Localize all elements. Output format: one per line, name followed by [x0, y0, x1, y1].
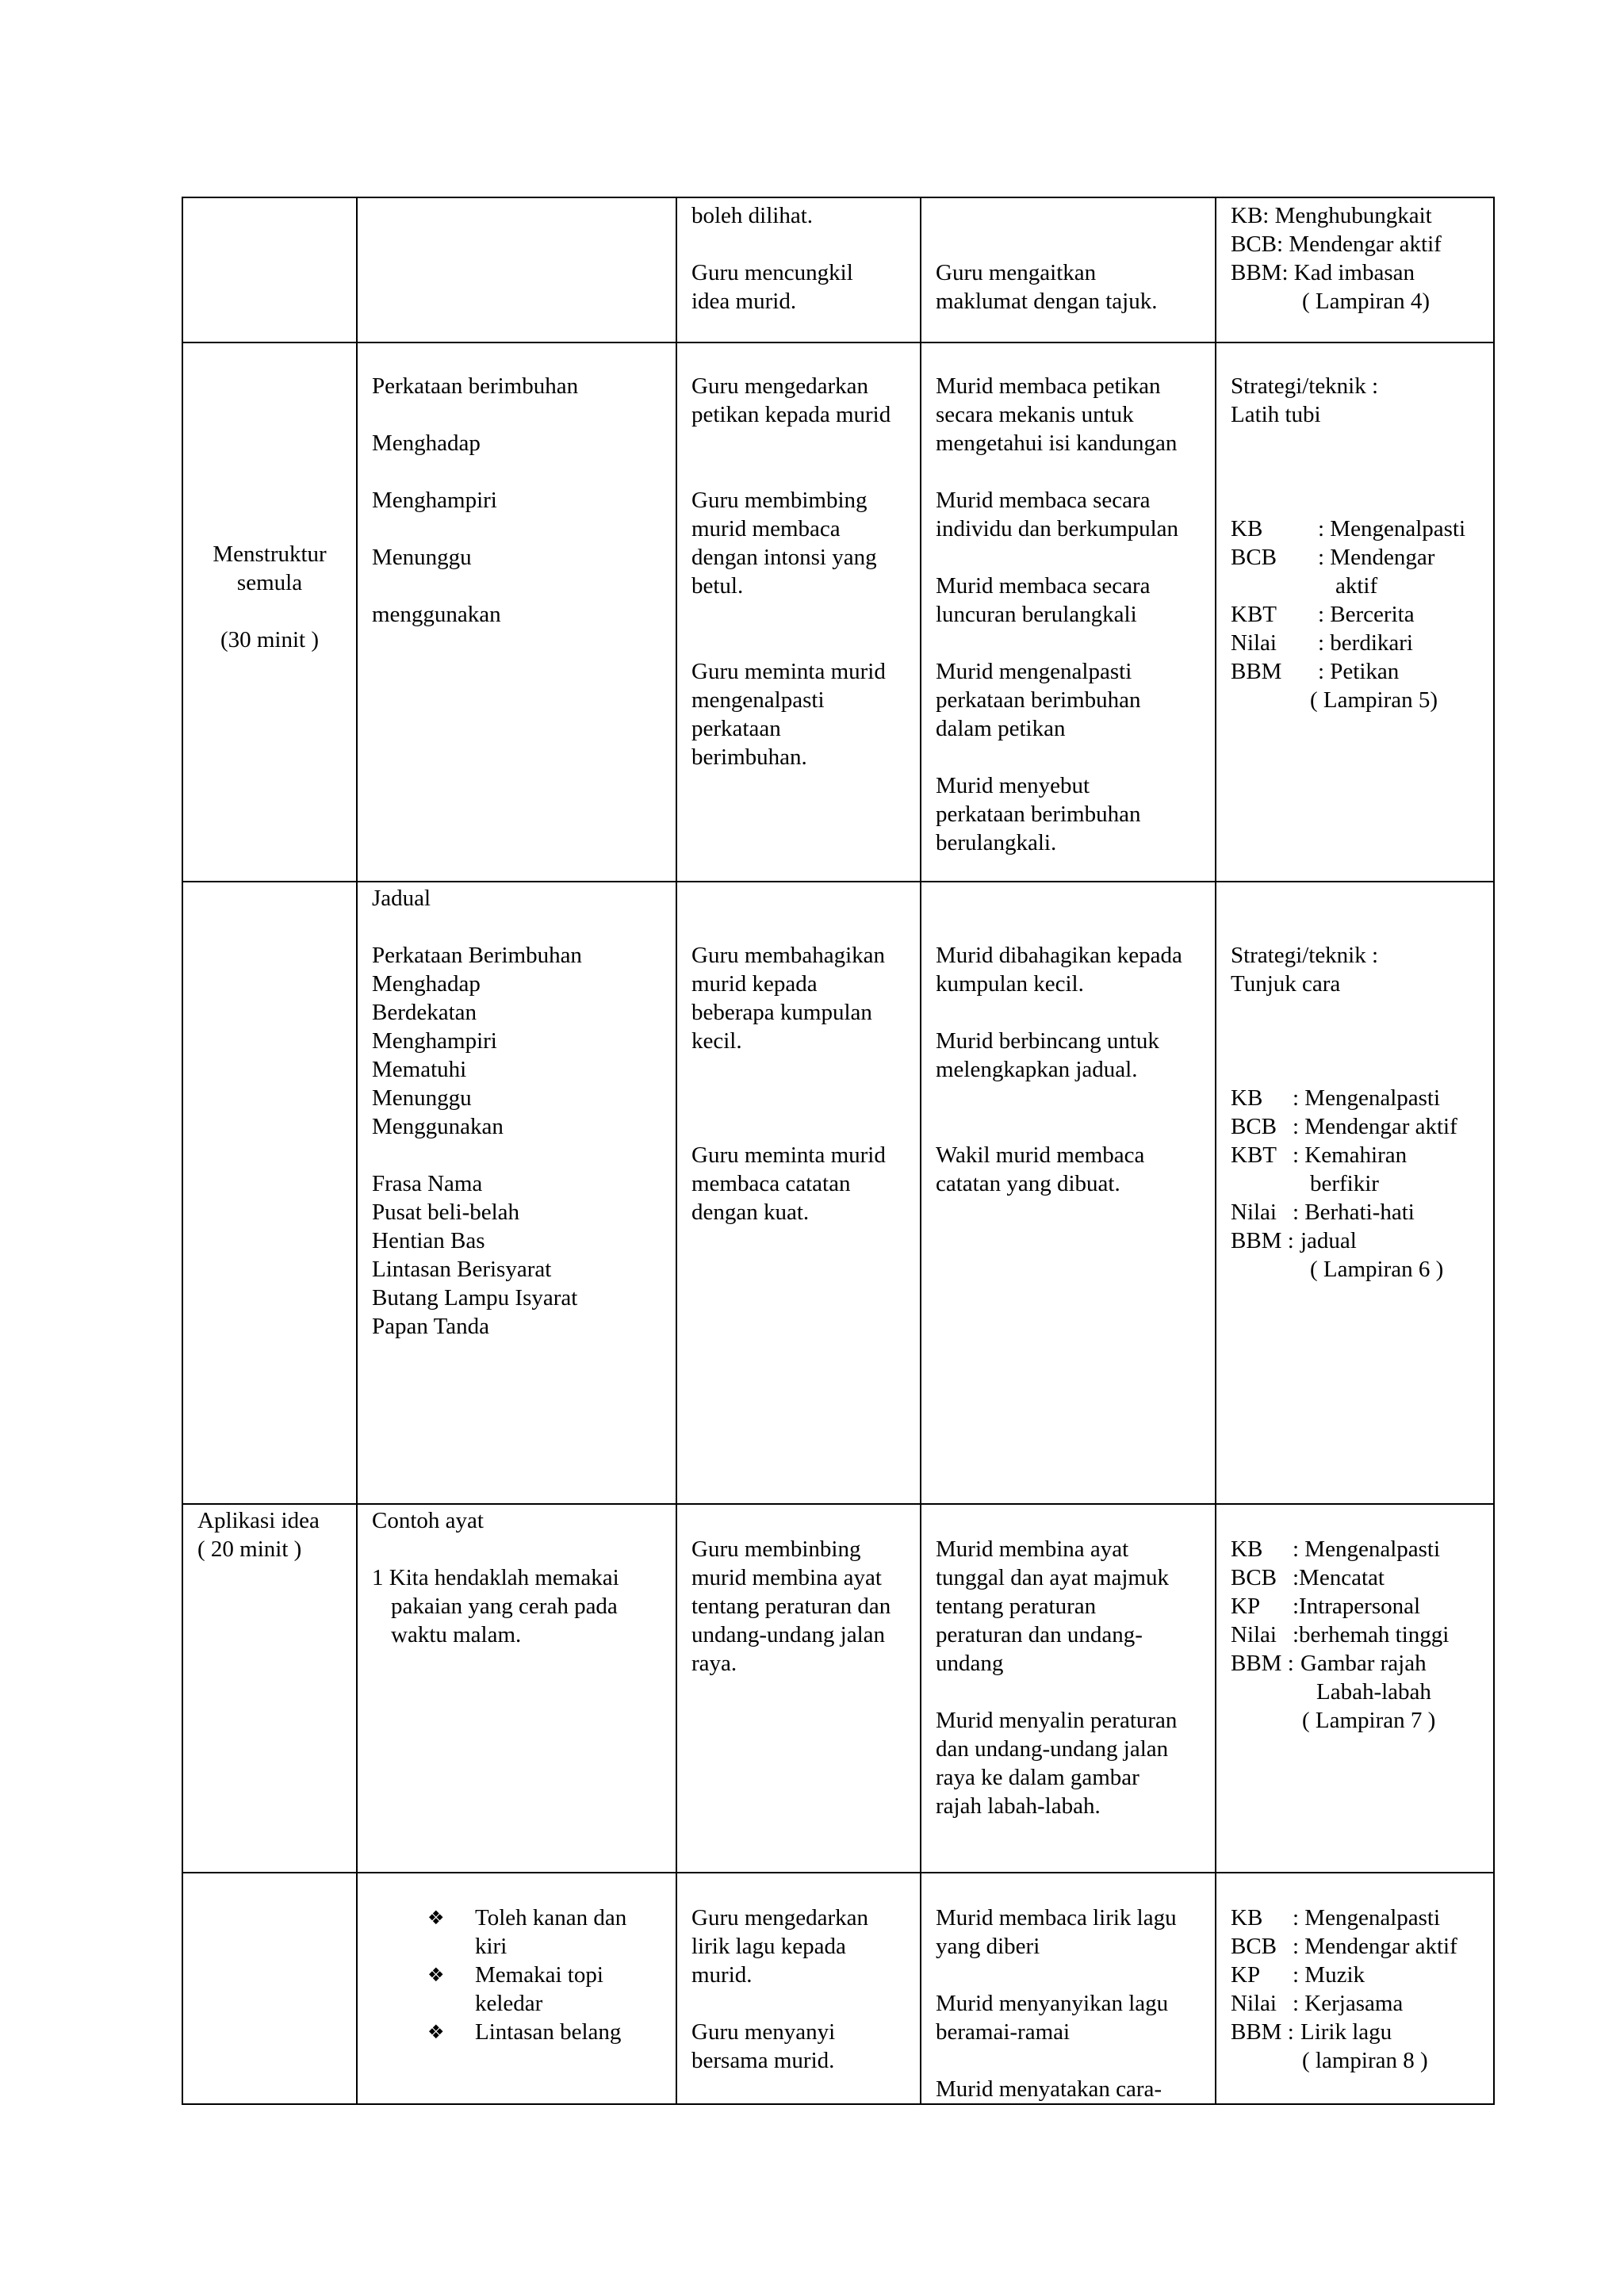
bullet-list [372, 1904, 661, 2046]
text-line [691, 457, 906, 486]
cell-step [182, 1873, 357, 2104]
table-row-continuation [182, 197, 1494, 342]
text-line: luncuran berulangkali [936, 602, 1137, 627]
list-heading: Frasa Nama [372, 1171, 483, 1196]
text-line: Menghampiri [372, 1028, 497, 1054]
cell-student-activity [921, 1504, 1216, 1873]
note-key: KB [1231, 1536, 1263, 1562]
notes-list [1231, 515, 1479, 686]
text-block [936, 201, 1201, 316]
text-block [372, 1198, 661, 1341]
content-word: Menunggu [372, 545, 472, 570]
text-line [936, 543, 1201, 572]
note-key: BBM : [1231, 1228, 1294, 1253]
note-value: : Mengenalpasti [1293, 1536, 1441, 1562]
text-line: Aplikasi idea [197, 1508, 320, 1533]
text-line: perkataan berimbuhan [936, 802, 1141, 827]
note-key: BBM [1231, 659, 1282, 684]
text-line: Menunggu [372, 1085, 472, 1111]
text-line: Guru mengedarkan [691, 1905, 869, 1931]
text-line: petikan kepada murid [691, 402, 891, 427]
text-block [936, 941, 1201, 1198]
note-line: BBM: Kad imbasan [1231, 260, 1415, 285]
text-line: dengan kuat. [691, 1200, 810, 1225]
text-line: Murid mengenalpasti [936, 659, 1132, 684]
text-line [691, 600, 906, 629]
text-line: Murid membaca lirik lagu [936, 1905, 1177, 1931]
lampiran-ref: ( Lampiran 4) [1302, 289, 1431, 314]
note-value: : Mengenalpasti [1293, 1905, 1441, 1931]
lampiran-ref: ( lampiran 8 ) [1302, 2048, 1428, 2073]
cell-step [182, 882, 357, 1504]
text-line: murid kepada [691, 971, 818, 997]
cell-notes [1216, 1873, 1494, 2104]
text-block [197, 1506, 342, 1563]
text-line: Menggunakan [372, 1114, 504, 1139]
note-value: : Mengenalpasti [1318, 516, 1466, 541]
text-line: betul. [691, 573, 744, 599]
text-line: Guru membinbing [691, 1536, 861, 1562]
cell-student-activity [921, 1873, 1216, 2104]
content-word: menggunakan [372, 602, 501, 627]
text-line [936, 457, 1201, 486]
text-line: membaca catatan [691, 1171, 851, 1196]
text-line: Hentian Bas [372, 1228, 485, 1253]
text-line [691, 1989, 906, 2018]
note-key: BBM : [1231, 2019, 1294, 2045]
text-line: Menstruktur [213, 541, 327, 567]
note-value: : Petikan [1318, 659, 1400, 684]
cell-notes [1216, 882, 1494, 1504]
text-line: Papan Tanda [372, 1314, 490, 1339]
note-key: KP [1231, 1962, 1261, 1988]
cell-content [357, 1504, 676, 1873]
note-key: KB [1231, 1085, 1263, 1111]
note-key: KBT [1231, 602, 1277, 627]
cell-teacher-activity [676, 1873, 921, 2104]
text-line: Mematuhi [372, 1057, 467, 1082]
text-line: murid membaca [691, 516, 841, 541]
note-value: :Intrapersonal [1293, 1594, 1421, 1619]
note-value: Labah-labah [1316, 1679, 1431, 1705]
cell-step [182, 197, 357, 342]
note-key: Nilai [1231, 1991, 1277, 2016]
text-line [936, 743, 1201, 771]
note-value: berfikir [1310, 1171, 1379, 1196]
lampiran-ref: ( Lampiran 6 ) [1310, 1257, 1444, 1282]
text-line: boleh dilihat. [691, 203, 814, 228]
list-item: ❖ Memakai topi keledar [427, 1962, 603, 2016]
text-line: lirik lagu kepada [691, 1934, 846, 1959]
note-key: KB [1231, 516, 1263, 541]
text-line [936, 998, 1201, 1027]
text-line: Lintasan Berisyarat [372, 1257, 552, 1282]
text-line: catatan yang dibuat. [936, 1171, 1120, 1196]
cell-student-activity [921, 882, 1216, 1504]
content-heading: Jadual [372, 886, 431, 911]
text-line: dalam petikan [936, 716, 1066, 741]
text-line: melengkapkan jadual. [936, 1057, 1138, 1082]
text-line: semula [236, 570, 303, 595]
note-value: Lirik lagu [1300, 2019, 1392, 2045]
text-line: dan undang-undang jalan [936, 1736, 1169, 1762]
notes-list [1231, 1904, 1479, 2046]
text-line: murid. [691, 1962, 753, 1988]
cell-content [357, 197, 676, 342]
text-line: Murid membina ayat [936, 1536, 1129, 1562]
text-line: maklumat dengan tajuk. [936, 289, 1158, 314]
text-line: berulangkali. [936, 830, 1057, 855]
lampiran-ref: ( Lampiran 5) [1310, 687, 1438, 713]
text-line [936, 1678, 1201, 1706]
diamond-bullet-icon: ❖ [427, 1964, 445, 1986]
note-key: KBT [1231, 1142, 1277, 1168]
note-value: aktif [1335, 573, 1378, 599]
text-block [691, 201, 906, 316]
text-line: tunggal dan ayat majmuk [936, 1565, 1169, 1590]
text-line: berimbuhan. [691, 744, 807, 770]
text-line: raya. [691, 1651, 737, 1676]
text-line: beberapa kumpulan [691, 1000, 872, 1025]
text-line [936, 2046, 1201, 2075]
table-row-lirik-lagu [182, 1873, 1494, 2104]
content-word: Menghampiri [372, 488, 497, 513]
text-line: Murid menyalin peraturan [936, 1708, 1178, 1733]
text-line: perkataan berimbuhan [936, 687, 1141, 713]
text-line: idea murid. [691, 289, 797, 314]
note-line: KB: Menghubungkait [1231, 203, 1432, 228]
note-value: : Kemahiran [1293, 1142, 1408, 1168]
text-line: secara mekanis untuk [936, 402, 1134, 427]
text-line: murid membina ayat [691, 1565, 882, 1590]
text-line: Guru mengaitkan [936, 260, 1097, 285]
table-row-menstruktur-semula [182, 342, 1494, 882]
note-key: Nilai [1231, 1622, 1277, 1647]
text-line: mengenalpasti [691, 687, 825, 713]
cell-content [357, 882, 676, 1504]
note-line: BCB: Mendengar aktif [1231, 232, 1442, 257]
text-line: Butang Lampu Isyarat [372, 1285, 578, 1311]
cell-teacher-activity [676, 342, 921, 882]
text-line [691, 1112, 906, 1141]
text-block [372, 970, 661, 1141]
text-line: Guru mencungkil [691, 260, 853, 285]
text-line: Guru mengedarkan [691, 373, 869, 399]
text-block [691, 1904, 906, 2075]
text-line: Guru membahagikan [691, 943, 886, 968]
note-key: KP [1231, 1594, 1261, 1619]
text-line: beramai-ramai [936, 2019, 1071, 2045]
cell-step [182, 342, 357, 882]
content-heading: Perkataan berimbuhan [372, 373, 579, 399]
note-value: :berhemah tinggi [1293, 1622, 1450, 1647]
text-block [691, 941, 906, 1226]
text-line: bersama murid. [691, 2048, 835, 2073]
cell-student-activity [921, 197, 1216, 342]
text-line [936, 201, 1201, 230]
cell-teacher-activity [676, 197, 921, 342]
note-value: : Kerjasama [1293, 1991, 1404, 2016]
note-key [1231, 1678, 1293, 1706]
text-block [936, 1904, 1201, 2103]
note-value: : Mendengar aktif [1293, 1114, 1457, 1139]
note-key: BCB [1231, 1114, 1277, 1139]
text-line [691, 1055, 906, 1084]
notes-list [1231, 1535, 1479, 1706]
text-line: individu dan berkumpulan [936, 516, 1179, 541]
table-row-jadual [182, 882, 1494, 1504]
text-line: Murid menyanyikan lagu [936, 1991, 1169, 2016]
cell-student-activity [921, 342, 1216, 882]
text-line: Murid membaca secara [936, 488, 1151, 513]
text-line: undang-undang jalan [691, 1622, 886, 1647]
text-line: Murid menyatakan cara- [936, 2076, 1162, 2102]
note-key: KB [1231, 1905, 1263, 1931]
text-line: mengetahui isi kandungan [936, 430, 1178, 456]
text-line: rajah labah-labah. [936, 1793, 1101, 1819]
note-value: : Muzik [1293, 1962, 1365, 1988]
note-key: BCB [1231, 1565, 1277, 1590]
text-line: raya ke dalam gambar [936, 1765, 1139, 1790]
text-line: Guru meminta murid [691, 659, 886, 684]
cell-teacher-activity [676, 882, 921, 1504]
text-line: Murid menyebut [936, 773, 1090, 798]
cell-step [182, 1504, 357, 1873]
diamond-bullet-icon: ❖ [427, 2021, 445, 2043]
note-key [1231, 572, 1318, 600]
lesson-plan-table [182, 197, 1495, 2105]
cell-teacher-activity [676, 1504, 921, 1873]
list-heading: Perkataan Berimbuhan [372, 943, 582, 968]
text-line: Murid berbincang untuk [936, 1028, 1159, 1054]
note-value: jadual [1300, 1228, 1357, 1253]
text-line [691, 230, 906, 258]
text-block [691, 372, 906, 771]
table-row-aplikasi-idea [182, 1504, 1494, 1873]
text-line: Guru meminta murid [691, 1142, 886, 1168]
text-line: Berdekatan [372, 1000, 477, 1025]
text-line: kumpulan kecil. [936, 971, 1084, 997]
example-sentence: 1 Kita hendaklah memakai [372, 1565, 619, 1590]
note-value: Gambar rajah [1300, 1651, 1427, 1676]
text-line [936, 629, 1201, 657]
text-block [197, 540, 342, 654]
text-line: Pusat beli-belah [372, 1200, 520, 1225]
text-line: undang [936, 1651, 1004, 1676]
list-item: ❖ Lintasan belang [427, 2019, 622, 2045]
text-line: (30 minit ) [220, 627, 320, 652]
text-line [936, 1112, 1201, 1141]
note-value: : Mendengar aktif [1293, 1934, 1457, 1959]
text-line [936, 1961, 1201, 1989]
text-line [197, 597, 342, 626]
text-line: Guru menyanyi [691, 2019, 836, 2045]
text-line: Guru membimbing [691, 488, 868, 513]
list-item: ❖ Toleh kanan dan kiri [427, 1905, 627, 1959]
cell-notes [1216, 342, 1494, 882]
text-line: ( 20 minit ) [197, 1536, 302, 1562]
note-value: :Mencatat [1293, 1565, 1385, 1590]
note-key [1231, 1169, 1293, 1198]
note-key: Nilai [1231, 630, 1277, 656]
text-line: Menghadap [372, 971, 481, 997]
example-sentence: waktu malam. [391, 1622, 522, 1647]
text-line: kecil. [691, 1028, 742, 1054]
example-sentence: pakaian yang cerah pada [391, 1594, 618, 1619]
cell-content [357, 342, 676, 882]
cell-content [357, 1873, 676, 2104]
note-key: Nilai [1231, 1200, 1277, 1225]
text-line: tentang peraturan [936, 1594, 1097, 1619]
note-key: BBM : [1231, 1651, 1294, 1676]
text-line: tentang peraturan dan [691, 1594, 891, 1619]
notes-list [1231, 1084, 1479, 1255]
text-line [691, 1084, 906, 1112]
text-line: perkataan [691, 716, 781, 741]
text-block [691, 1535, 906, 1678]
strategy-label: Strategi/teknik : [1231, 943, 1379, 968]
cell-notes [1216, 1504, 1494, 1873]
text-line [936, 230, 1201, 258]
text-line [691, 429, 906, 457]
text-line: yang diberi [936, 1934, 1040, 1959]
strategy-label: Strategi/teknik : [1231, 373, 1379, 399]
note-value: : berdikari [1318, 630, 1413, 656]
text-line: peraturan dan undang- [936, 1622, 1143, 1647]
text-line [936, 1084, 1201, 1112]
note-key: BCB [1231, 545, 1277, 570]
text-line [691, 629, 906, 657]
strategy-value: Tunjuk cara [1231, 971, 1341, 997]
text-line: dengan intonsi yang [691, 545, 877, 570]
diamond-bullet-icon: ❖ [427, 1907, 445, 1929]
text-block [936, 1535, 1201, 1820]
note-value: : Bercerita [1318, 602, 1415, 627]
strategy-value: Latih tubi [1231, 402, 1321, 427]
note-key: BCB [1231, 1934, 1277, 1959]
text-line: Wakil murid membaca [936, 1142, 1145, 1168]
text-block [936, 372, 1201, 857]
content-heading: Contoh ayat [372, 1508, 484, 1533]
text-line: Murid membaca petikan [936, 373, 1161, 399]
cell-notes [1216, 197, 1494, 342]
note-value: : Mendengar [1318, 545, 1435, 570]
note-value: : Berhati-hati [1293, 1200, 1415, 1225]
text-line: Murid membaca secara [936, 573, 1151, 599]
text-line: Murid dibahagikan kepada [936, 943, 1182, 968]
lampiran-ref: ( Lampiran 7 ) [1302, 1708, 1436, 1733]
note-value: : Mengenalpasti [1293, 1085, 1441, 1111]
content-word: Menghadap [372, 430, 481, 456]
